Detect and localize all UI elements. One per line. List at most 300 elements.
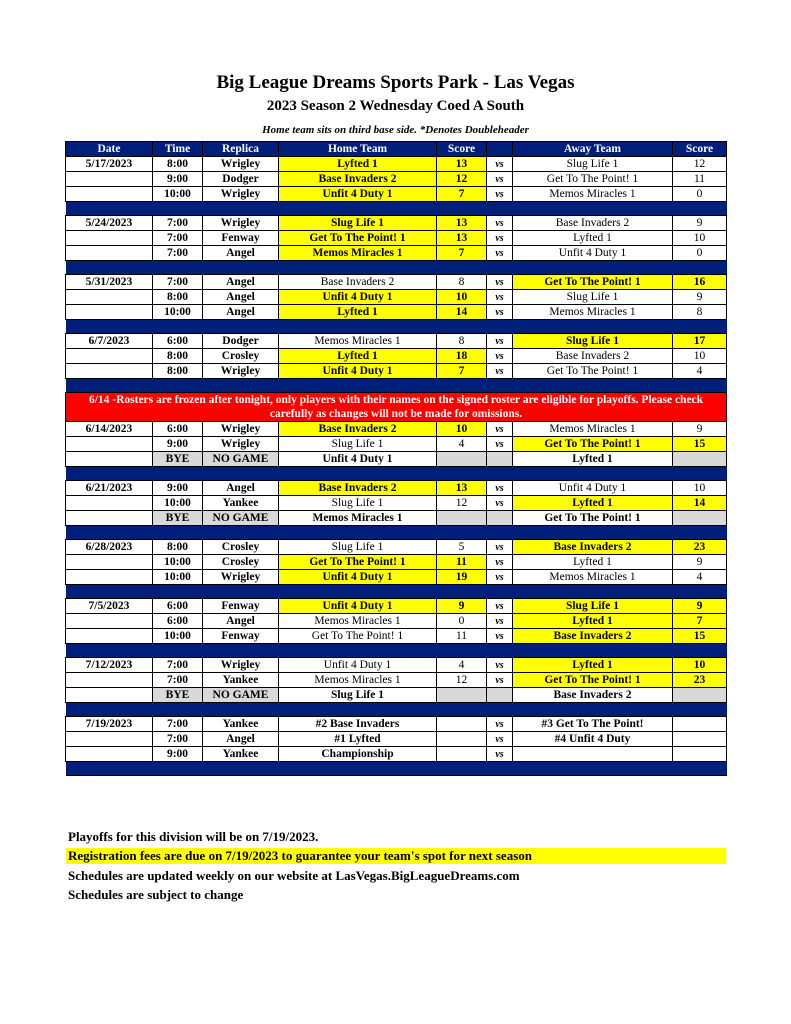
game-row	[66, 614, 727, 629]
date-cell	[66, 349, 153, 364]
vs-label: vs	[487, 732, 513, 747]
game-row	[66, 364, 727, 379]
separator-cell	[66, 703, 727, 717]
home-score-cell	[437, 732, 487, 747]
away-team-cell: Get To The Point! 1	[513, 172, 673, 187]
game-row	[66, 275, 727, 290]
away-team-cell: Lyfted 1	[513, 231, 673, 246]
website-note: Schedules are updated weekly on our website at LasVegas.BigLeagueDreams.com	[68, 868, 520, 883]
home-team-cell: Get To The Point! 1	[279, 231, 437, 246]
vs-label: vs	[487, 599, 513, 614]
replica-field-cell: Wrigley	[203, 437, 279, 452]
home-score-cell: 19	[437, 570, 487, 585]
time-cell: 8:00	[153, 157, 203, 172]
home-team-cell: Slug Life 1	[279, 216, 437, 231]
replica-field-cell: Angel	[203, 305, 279, 320]
away-score-cell: 7	[673, 614, 727, 629]
game-row	[66, 172, 727, 187]
date-cell	[66, 437, 153, 452]
game-row	[66, 673, 727, 688]
away-score-cell: 14	[673, 496, 727, 511]
vs-label: vs	[487, 673, 513, 688]
away-score-cell: 12	[673, 157, 727, 172]
bye-team-away: Get To The Point! 1	[513, 511, 673, 526]
home-score-cell	[437, 688, 487, 703]
away-score-cell: 0	[673, 187, 727, 202]
away-team-cell: Lyfted 1	[513, 555, 673, 570]
home-team-cell: Unfit 4 Duty 1	[279, 570, 437, 585]
bye-row	[66, 452, 727, 467]
away-team-cell: Slug Life 1	[513, 157, 673, 172]
home-team-cell: Base Invaders 2	[279, 422, 437, 437]
week-separator	[66, 320, 727, 334]
home-score-cell: 13	[437, 216, 487, 231]
week-separator	[66, 379, 727, 393]
away-score-cell: 9	[673, 422, 727, 437]
vs-label: vs	[487, 540, 513, 555]
away-score-cell: 23	[673, 540, 727, 555]
time-cell: 6:00	[153, 614, 203, 629]
playoff-row	[66, 717, 727, 732]
week-separator	[66, 261, 727, 275]
home-team-cell: Lyfted 1	[279, 349, 437, 364]
home-score-cell: 10	[437, 290, 487, 305]
away-team-cell: Get To The Point! 1	[513, 673, 673, 688]
roster-notice-row	[66, 393, 727, 422]
separator-cell	[66, 585, 727, 599]
time-cell: 8:00	[153, 540, 203, 555]
vs-label: vs	[487, 157, 513, 172]
time-cell: 10:00	[153, 629, 203, 644]
vs-label: vs	[487, 629, 513, 644]
change-note: Schedules are subject to change	[68, 887, 244, 902]
home-score-cell: 13	[437, 231, 487, 246]
column-header-time: Time	[153, 142, 203, 157]
home-score-cell: 0	[437, 614, 487, 629]
page-subtitle: 2023 Season 2 Wednesday Coed A South	[266, 98, 525, 114]
time-cell: 6:00	[153, 334, 203, 349]
away-team-cell: Unfit 4 Duty 1	[513, 481, 673, 496]
registration-note: Registration fees are due on 7/19/2023 to guarantee your team's spot for next season	[66, 848, 726, 864]
away-score-cell: 10	[673, 231, 727, 246]
separator-cell	[66, 379, 727, 393]
away-score-cell: 0	[673, 246, 727, 261]
home-score-cell: 13	[437, 157, 487, 172]
game-row	[66, 555, 727, 570]
time-cell: 9:00	[153, 481, 203, 496]
column-header-date: Date	[66, 142, 153, 157]
vs-label: vs	[487, 246, 513, 261]
home-score-cell: 18	[437, 349, 487, 364]
time-cell: 10:00	[153, 187, 203, 202]
date-cell	[66, 673, 153, 688]
separator-cell	[66, 526, 727, 540]
bye-team-home: Memos Miracles 1	[279, 511, 437, 526]
time-cell: 7:00	[153, 673, 203, 688]
home-team-cell: Get To The Point! 1	[279, 555, 437, 570]
time-cell: 7:00	[153, 231, 203, 246]
vs-label: vs	[487, 658, 513, 673]
game-row	[66, 305, 727, 320]
date-cell: 7/19/2023	[66, 717, 153, 732]
week-separator	[66, 467, 727, 481]
separator-cell	[66, 261, 727, 275]
vs-label: vs	[487, 334, 513, 349]
bye-team-away: Base Invaders 2	[513, 688, 673, 703]
home-team-cell: Memos Miracles 1	[279, 673, 437, 688]
week-separator	[66, 526, 727, 540]
home-score-cell: 8	[437, 334, 487, 349]
time-cell: 9:00	[153, 172, 203, 187]
date-cell	[66, 496, 153, 511]
date-cell	[66, 629, 153, 644]
away-team-cell: Get To The Point! 1	[513, 364, 673, 379]
home-score-cell: 14	[437, 305, 487, 320]
away-team-cell: Lyfted 1	[513, 614, 673, 629]
away-score-cell: 9	[673, 599, 727, 614]
game-row	[66, 570, 727, 585]
replica-field-cell: Fenway	[203, 599, 279, 614]
away-team-cell: Memos Miracles 1	[513, 570, 673, 585]
away-score-cell: 15	[673, 629, 727, 644]
time-cell: 7:00	[153, 732, 203, 747]
away-score-cell: 8	[673, 305, 727, 320]
away-score-cell: 9	[673, 555, 727, 570]
table-header-row	[66, 142, 727, 157]
replica-field-cell: Yankee	[203, 747, 279, 762]
home-score-cell: 11	[437, 555, 487, 570]
away-team-cell: Base Invaders 2	[513, 349, 673, 364]
home-team-cell: Slug Life 1	[279, 437, 437, 452]
column-header-home-score: Score	[437, 142, 487, 157]
vs-label: vs	[487, 187, 513, 202]
time-cell: 7:00	[153, 717, 203, 732]
game-row	[66, 290, 727, 305]
column-header-away-score: Score	[673, 142, 727, 157]
away-team-cell: Lyfted 1	[513, 496, 673, 511]
home-team-cell: Unfit 4 Duty 1	[279, 364, 437, 379]
time-cell: 9:00	[153, 747, 203, 762]
home-score-cell: 12	[437, 673, 487, 688]
date-cell: 7/5/2023	[66, 599, 153, 614]
home-score-cell: 11	[437, 629, 487, 644]
home-team-cell: Memos Miracles 1	[279, 334, 437, 349]
vs-label: vs	[487, 555, 513, 570]
home-score-cell: 8	[437, 275, 487, 290]
replica-field-cell: Crosley	[203, 349, 279, 364]
replica-field-cell: Wrigley	[203, 157, 279, 172]
date-cell: 5/17/2023	[66, 157, 153, 172]
home-team-cell: Memos Miracles 1	[279, 246, 437, 261]
vs-label: vs	[487, 349, 513, 364]
column-header-away-team: Away Team	[513, 142, 673, 157]
vs-label: vs	[487, 422, 513, 437]
away-score-cell	[673, 732, 727, 747]
away-score-cell: 9	[673, 216, 727, 231]
away-team-cell: Slug Life 1	[513, 290, 673, 305]
away-score-cell	[673, 688, 727, 703]
separator-cell	[66, 644, 727, 658]
roster-notice: 6/14 -Rosters are frozen after tonight, only players with their names on the signed roster are eligible for playoffs. Please check carefully as changes will not be made for omissions.	[66, 393, 727, 422]
bye-label: BYE	[153, 452, 203, 467]
replica-field-cell: Fenway	[203, 629, 279, 644]
no-game-label: NO GAME	[203, 511, 279, 526]
time-cell: 8:00	[153, 349, 203, 364]
date-cell	[66, 688, 153, 703]
game-row	[66, 629, 727, 644]
vs-label: vs	[487, 437, 513, 452]
bye-label: BYE	[153, 511, 203, 526]
time-cell: 7:00	[153, 216, 203, 231]
replica-field-cell: Yankee	[203, 496, 279, 511]
game-row	[66, 658, 727, 673]
vs-label: vs	[487, 290, 513, 305]
home-score-cell: 7	[437, 364, 487, 379]
home-team-cell: #2 Base Invaders	[279, 717, 437, 732]
time-cell: 10:00	[153, 555, 203, 570]
replica-field-cell: Angel	[203, 614, 279, 629]
home-score-cell: 12	[437, 172, 487, 187]
date-cell	[66, 231, 153, 246]
away-score-cell	[673, 511, 727, 526]
date-cell	[66, 305, 153, 320]
replica-field-cell: Fenway	[203, 231, 279, 246]
game-row	[66, 187, 727, 202]
replica-field-cell: Crosley	[203, 540, 279, 555]
away-team-cell: #4 Unfit 4 Duty	[513, 732, 673, 747]
replica-field-cell: Wrigley	[203, 216, 279, 231]
home-team-cell: #1 Lyfted	[279, 732, 437, 747]
home-score-cell: 4	[437, 658, 487, 673]
bye-row	[66, 511, 727, 526]
time-cell: 10:00	[153, 305, 203, 320]
time-cell: 7:00	[153, 275, 203, 290]
home-score-cell: 7	[437, 246, 487, 261]
game-row	[66, 349, 727, 364]
vs-label: vs	[487, 275, 513, 290]
home-team-cell: Get To The Point! 1	[279, 629, 437, 644]
time-cell: 8:00	[153, 290, 203, 305]
vs-label: vs	[487, 717, 513, 732]
replica-field-cell: Wrigley	[203, 364, 279, 379]
away-team-cell: Memos Miracles 1	[513, 187, 673, 202]
game-row	[66, 481, 727, 496]
playoff-row	[66, 747, 727, 762]
date-cell	[66, 614, 153, 629]
game-row	[66, 246, 727, 261]
game-row	[66, 231, 727, 246]
date-cell: 5/24/2023	[66, 216, 153, 231]
separator-cell	[66, 202, 727, 216]
date-cell	[66, 555, 153, 570]
vs-label: vs	[487, 364, 513, 379]
home-team-cell: Slug Life 1	[279, 496, 437, 511]
away-team-cell	[513, 747, 673, 762]
bye-row	[66, 688, 727, 703]
away-score-cell: 10	[673, 658, 727, 673]
home-score-cell: 4	[437, 437, 487, 452]
schedule-note: Home team sits on third base side. *Denotes Doubleheader	[262, 124, 529, 136]
away-team-cell: Base Invaders 2	[513, 629, 673, 644]
date-cell	[66, 732, 153, 747]
no-game-label: NO GAME	[203, 688, 279, 703]
replica-field-cell: Dodger	[203, 172, 279, 187]
home-score-cell	[437, 717, 487, 732]
no-game-label: NO GAME	[203, 452, 279, 467]
home-team-cell: Lyfted 1	[279, 305, 437, 320]
away-score-cell	[673, 452, 727, 467]
replica-field-cell: Yankee	[203, 717, 279, 732]
date-cell: 6/21/2023	[66, 481, 153, 496]
home-score-cell: 9	[437, 599, 487, 614]
vs-cell	[487, 511, 513, 526]
time-cell: 8:00	[153, 364, 203, 379]
vs-cell	[487, 452, 513, 467]
away-score-cell: 4	[673, 364, 727, 379]
away-score-cell: 17	[673, 334, 727, 349]
away-team-cell: Get To The Point! 1	[513, 275, 673, 290]
game-row	[66, 496, 727, 511]
home-team-cell: Base Invaders 2	[279, 481, 437, 496]
home-score-cell	[437, 511, 487, 526]
replica-field-cell: Angel	[203, 732, 279, 747]
away-score-cell	[673, 747, 727, 762]
week-separator	[66, 644, 727, 658]
replica-field-cell: Wrigley	[203, 658, 279, 673]
date-cell	[66, 511, 153, 526]
date-cell: 6/14/2023	[66, 422, 153, 437]
home-score-cell: 10	[437, 422, 487, 437]
vs-label: vs	[487, 216, 513, 231]
home-score-cell: 13	[437, 481, 487, 496]
time-cell: 9:00	[153, 437, 203, 452]
home-score-cell	[437, 747, 487, 762]
date-cell: 6/28/2023	[66, 540, 153, 555]
vs-label: vs	[487, 496, 513, 511]
date-cell	[66, 452, 153, 467]
replica-field-cell: Dodger	[203, 334, 279, 349]
game-row	[66, 437, 727, 452]
vs-label: vs	[487, 481, 513, 496]
game-row	[66, 599, 727, 614]
replica-field-cell: Angel	[203, 275, 279, 290]
playoff-note: Playoffs for this division will be on 7/19/2023.	[68, 829, 319, 844]
replica-field-cell: Yankee	[203, 673, 279, 688]
date-cell: 6/7/2023	[66, 334, 153, 349]
separator-cell	[66, 320, 727, 334]
away-team-cell: Memos Miracles 1	[513, 422, 673, 437]
away-team-cell: Base Invaders 2	[513, 540, 673, 555]
vs-label: vs	[487, 570, 513, 585]
home-team-cell: Unfit 4 Duty 1	[279, 290, 437, 305]
schedule-table	[65, 141, 727, 776]
home-team-cell: Championship	[279, 747, 437, 762]
separator-cell	[66, 762, 727, 776]
home-team-cell: Base Invaders 2	[279, 275, 437, 290]
away-score-cell	[673, 717, 727, 732]
away-team-cell: Lyfted 1	[513, 658, 673, 673]
game-row	[66, 216, 727, 231]
separator-cell	[66, 467, 727, 481]
date-cell: 7/12/2023	[66, 658, 153, 673]
bye-team-away: Lyfted 1	[513, 452, 673, 467]
home-score-cell: 5	[437, 540, 487, 555]
date-cell	[66, 187, 153, 202]
vs-label: vs	[487, 614, 513, 629]
game-row	[66, 157, 727, 172]
bye-label: BYE	[153, 688, 203, 703]
replica-field-cell: Angel	[203, 481, 279, 496]
game-row	[66, 422, 727, 437]
time-cell: 6:00	[153, 599, 203, 614]
replica-field-cell: Wrigley	[203, 187, 279, 202]
away-team-cell: Get To The Point! 1	[513, 437, 673, 452]
away-score-cell: 16	[673, 275, 727, 290]
vs-cell	[487, 688, 513, 703]
playoff-row	[66, 732, 727, 747]
vs-label: vs	[487, 747, 513, 762]
week-separator	[66, 585, 727, 599]
away-team-cell: Slug Life 1	[513, 334, 673, 349]
column-header-replica: Replica	[203, 142, 279, 157]
replica-field-cell: Angel	[203, 246, 279, 261]
date-cell	[66, 747, 153, 762]
date-cell: 5/31/2023	[66, 275, 153, 290]
replica-field-cell: Angel	[203, 290, 279, 305]
schedule-body	[66, 157, 727, 776]
away-team-cell: Memos Miracles 1	[513, 305, 673, 320]
page-title: Big League Dreams Sports Park - Las Vegas	[216, 72, 575, 93]
away-score-cell: 11	[673, 172, 727, 187]
away-score-cell: 10	[673, 349, 727, 364]
vs-label: vs	[487, 231, 513, 246]
home-team-cell: Unfit 4 Duty 1	[279, 187, 437, 202]
time-cell: 10:00	[153, 570, 203, 585]
date-cell	[66, 570, 153, 585]
away-score-cell: 9	[673, 290, 727, 305]
column-header-home-team: Home Team	[279, 142, 437, 157]
bye-team-home: Unfit 4 Duty 1	[279, 452, 437, 467]
away-score-cell: 4	[673, 570, 727, 585]
bye-team-home: Slug Life 1	[279, 688, 437, 703]
time-cell: 10:00	[153, 496, 203, 511]
week-separator	[66, 762, 727, 776]
date-cell	[66, 172, 153, 187]
time-cell: 7:00	[153, 246, 203, 261]
away-score-cell: 23	[673, 673, 727, 688]
away-team-cell: Base Invaders 2	[513, 216, 673, 231]
week-separator	[66, 703, 727, 717]
week-separator	[66, 202, 727, 216]
away-team-cell: Unfit 4 Duty 1	[513, 246, 673, 261]
home-score-cell	[437, 452, 487, 467]
column-header-vs	[487, 142, 513, 157]
time-cell: 6:00	[153, 422, 203, 437]
home-score-cell: 7	[437, 187, 487, 202]
home-team-cell: Lyfted 1	[279, 157, 437, 172]
away-score-cell: 10	[673, 481, 727, 496]
date-cell	[66, 246, 153, 261]
home-team-cell: Slug Life 1	[279, 540, 437, 555]
date-cell	[66, 290, 153, 305]
replica-field-cell: Wrigley	[203, 422, 279, 437]
replica-field-cell: Crosley	[203, 555, 279, 570]
away-team-cell: Slug Life 1	[513, 599, 673, 614]
game-row	[66, 334, 727, 349]
home-team-cell: Base Invaders 2	[279, 172, 437, 187]
home-team-cell: Unfit 4 Duty 1	[279, 658, 437, 673]
date-cell	[66, 364, 153, 379]
